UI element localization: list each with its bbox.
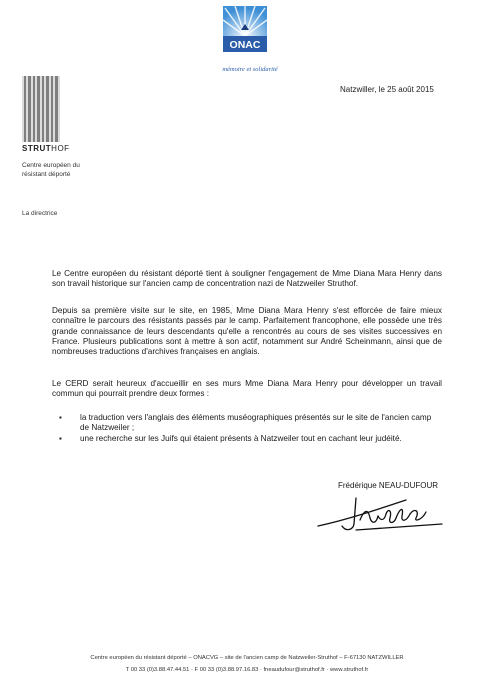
list-item xyxy=(52,413,442,434)
body-paragraph-3: Le CERD serait heureux d'accueillir en ses murs Mme Diana Mara Henry pour développer un travail commun qui pourrait prendre deux formes : xyxy=(52,379,442,399)
list-item-text: la traduction vers l'anglais des éléments muséographiques présentés sur le site de l'ancien camp de Natzweiler ; xyxy=(80,413,432,433)
sender-role: La directrice xyxy=(22,210,58,217)
letter-date: Natzwiller, le 25 août 2015 xyxy=(340,85,434,94)
struthof-brand: STRUTHOF xyxy=(22,144,70,153)
proposal-list xyxy=(52,413,442,444)
body-paragraph-1: Le Centre européen du résistant déporté tient à souligner l'engagement de Mme Diana Mara Henry dans son travail historique sur l'ancien camp de concentration nazi de Natzweiler Struthof. xyxy=(52,269,442,289)
signatory-name: Frédérique NEAU-DUFOUR xyxy=(338,481,439,490)
struthof-logo-graphic xyxy=(22,76,60,142)
footer-contact: T 00 33 (0)3.88.47.44.51 · F 00 33 (0)3.88.97.16.83 · fneaudufour@struthof.fr · www.struthof.fr xyxy=(125,667,369,673)
bullet-icon: ▪ xyxy=(59,433,62,443)
onac-logo xyxy=(215,6,275,64)
onac-motto: mémoire et solidarité xyxy=(222,66,278,73)
bullet-icon: ▪ xyxy=(59,413,62,422)
list-item xyxy=(52,434,442,444)
body-paragraph-2: Depuis sa première visite sur le site, en 1985, Mme Diana Mara Henry s'est efforcée de faire mieux connaître le parcours des résistants passés par le camp. Parfaitement francophone, elle possède une très grande connaissance de leurs descendants qu'elle a rencontrés au cours de ses visites successives en France. Plusieurs publications sont à mettre à son actif, notamment sur André Scheinmann, ainsi que de nombreuses traductions d'archives françaises en anglais. xyxy=(52,306,442,357)
handwritten-signature xyxy=(316,490,448,534)
list-item-text: une recherche sur les Juifs qui étaient présents à Natzweiler tout en cachant leur judéité. xyxy=(80,433,402,443)
centre-label: Centre européen du résistant déporté xyxy=(22,162,80,178)
onac-logo-text: ONAC xyxy=(229,39,261,51)
footer-address: Centre européen du résistant déporté – ONACVG – site de l'ancien camp de Natzweiler-Struthof – F-67130 NATZWILLER xyxy=(90,655,404,661)
